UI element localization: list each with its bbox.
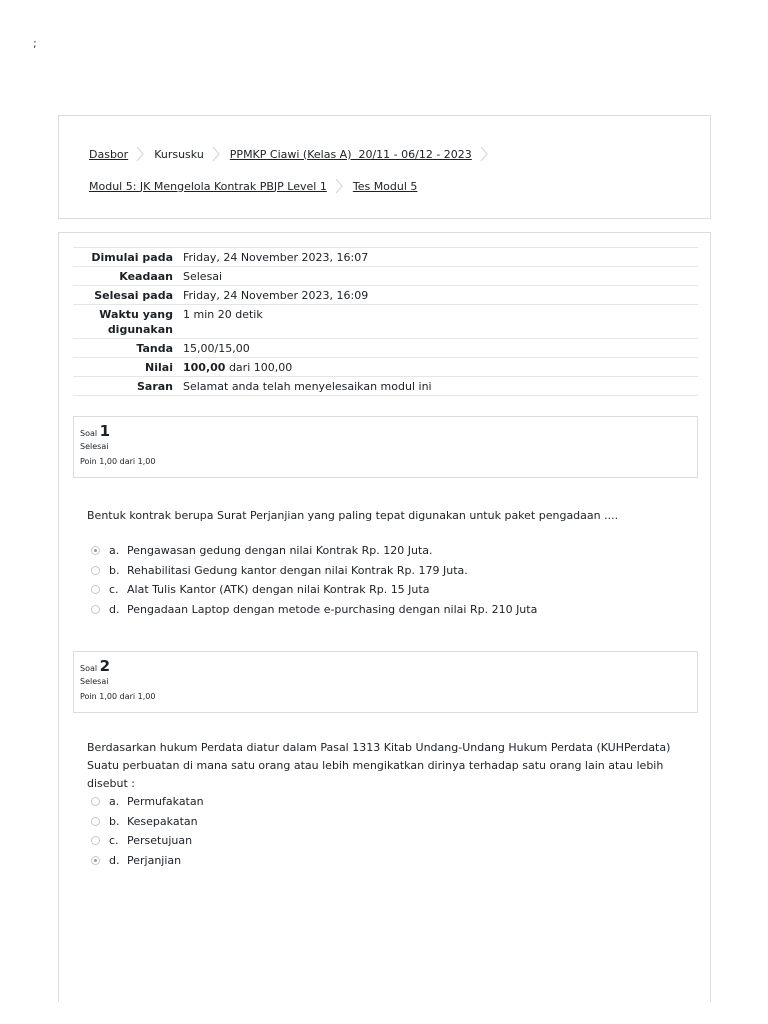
summary-value: Friday, 24 November 2023, 16:07 bbox=[183, 251, 369, 264]
breadcrumb-row-1 bbox=[89, 146, 498, 162]
summary-row-completed bbox=[73, 285, 698, 304]
summary-value: Friday, 24 November 2023, 16:09 bbox=[183, 289, 369, 302]
breadcrumb-card bbox=[58, 115, 711, 219]
answer-letter: c. bbox=[109, 834, 119, 848]
summary-label: Saran bbox=[136, 380, 173, 393]
question-1-answers bbox=[91, 541, 537, 619]
summary-row-time bbox=[73, 304, 698, 338]
question-state: Selesai bbox=[80, 442, 109, 451]
question-2-answers bbox=[91, 792, 204, 870]
question-1-text: Bentuk kontrak berupa Surat Perjanjian yang paling tepat digunakan untuk paket pengadaan .... bbox=[87, 509, 619, 522]
answer-text: Alat Tulis Kantor (ATK) dengan nilai Kontrak Rp. 15 Juta bbox=[127, 583, 430, 597]
answer-letter: d. bbox=[109, 853, 120, 867]
quiz-review-card bbox=[58, 232, 711, 1002]
summary-row-state bbox=[73, 266, 698, 285]
answer-option[interactable] bbox=[91, 812, 204, 832]
breadcrumb-dasbor-link[interactable]: Dasbor bbox=[89, 147, 129, 161]
answer-letter: b. bbox=[109, 814, 120, 828]
breadcrumb-row-2 bbox=[89, 178, 417, 194]
answer-option[interactable] bbox=[91, 561, 537, 581]
radio-icon[interactable] bbox=[91, 797, 100, 806]
summary-label: Nilai bbox=[145, 361, 173, 374]
question-state: Selesai bbox=[80, 677, 109, 686]
grade-max: dari 100,00 bbox=[225, 361, 293, 374]
breadcrumb-kursusku: Kursusku bbox=[154, 147, 204, 161]
answer-text: Permufakatan bbox=[127, 795, 204, 809]
radio-checked-icon[interactable] bbox=[91, 856, 100, 865]
answer-letter: a. bbox=[109, 795, 120, 809]
answer-letter: d. bbox=[109, 602, 120, 616]
grade-score: 100,00 bbox=[183, 361, 226, 374]
answer-option[interactable] bbox=[91, 831, 204, 851]
question-grade: Poin 1,00 dari 1,00 bbox=[80, 692, 156, 701]
summary-row-started bbox=[73, 247, 698, 266]
answer-text: Pengadaan Laptop dengan metode e-purchasing dengan nilai Rp. 210 Juta bbox=[127, 602, 538, 616]
answer-letter: a. bbox=[109, 544, 120, 558]
breadcrumb-separator-icon bbox=[480, 146, 488, 162]
radio-checked-icon[interactable] bbox=[91, 546, 100, 555]
summary-row-feedback bbox=[73, 376, 698, 396]
radio-icon[interactable] bbox=[91, 605, 100, 614]
answer-letter: c. bbox=[109, 583, 119, 597]
radio-icon[interactable] bbox=[91, 836, 100, 845]
question-1-info bbox=[73, 416, 698, 478]
answer-text: Persetujuan bbox=[127, 834, 193, 848]
summary-value bbox=[183, 360, 698, 375]
answer-option[interactable] bbox=[91, 600, 537, 620]
answer-text: Rehabilitasi Gedung kantor dengan nilai Kontrak Rp. 179 Juta. bbox=[127, 563, 468, 577]
answer-option[interactable] bbox=[91, 851, 204, 871]
radio-icon[interactable] bbox=[91, 585, 100, 594]
question-grade: Poin 1,00 dari 1,00 bbox=[80, 457, 156, 466]
radio-icon[interactable] bbox=[91, 566, 100, 575]
answer-option[interactable] bbox=[91, 580, 537, 600]
answer-option[interactable] bbox=[91, 792, 204, 812]
question-number: Soal 1 bbox=[80, 422, 111, 440]
question-2-text: Berdasarkan hukum Perdata diatur dalam Pasal 1313 Kitab Undang-Undang Hukum Perdata (KUHPerdata) Suatu perbuatan di mana satu orang atau lebih mengikatkan dirinya terhadap satu orang lain atau lebih disebut : bbox=[87, 741, 671, 790]
breadcrumb-separator-icon bbox=[212, 146, 220, 162]
summary-value: Selamat anda telah menyelesaikan modul ini bbox=[183, 380, 432, 393]
stray-semicolon: ; bbox=[33, 37, 37, 50]
summary-row-grade bbox=[73, 357, 698, 376]
summary-label: Selesai pada bbox=[94, 289, 173, 302]
attempt-summary-table bbox=[73, 247, 698, 396]
breadcrumb-course-link[interactable]: PPMKP Ciawi (Kelas A) 20/11 - 06/12 - 2023 bbox=[229, 147, 472, 161]
breadcrumb-separator-icon bbox=[335, 178, 343, 194]
breadcrumb-separator-icon bbox=[136, 146, 144, 162]
summary-value: 1 min 20 detik bbox=[183, 308, 263, 321]
answer-option[interactable] bbox=[91, 541, 537, 561]
summary-value: Selesai bbox=[183, 270, 223, 283]
answer-text: Kesepakatan bbox=[127, 814, 198, 828]
answer-text: Perjanjian bbox=[127, 853, 182, 867]
breadcrumb-quiz-link[interactable]: Tes Modul 5 bbox=[352, 179, 418, 193]
breadcrumb-module-link[interactable]: Modul 5: JK Mengelola Kontrak PBJP Level 1 bbox=[89, 179, 327, 193]
question-number: Soal 2 bbox=[80, 657, 111, 675]
answer-text: Pengawasan gedung dengan nilai Kontrak Rp. 120 Juta. bbox=[127, 544, 433, 558]
summary-label: Waktu yang digunakan bbox=[99, 308, 173, 336]
radio-icon[interactable] bbox=[91, 817, 100, 826]
summary-row-marks bbox=[73, 338, 698, 357]
summary-label: Keadaan bbox=[119, 270, 173, 283]
summary-label: Tanda bbox=[136, 342, 173, 355]
summary-label: Dimulai pada bbox=[91, 251, 173, 264]
question-2-info bbox=[73, 651, 698, 713]
answer-letter: b. bbox=[109, 563, 120, 577]
summary-value: 15,00/15,00 bbox=[183, 342, 250, 355]
